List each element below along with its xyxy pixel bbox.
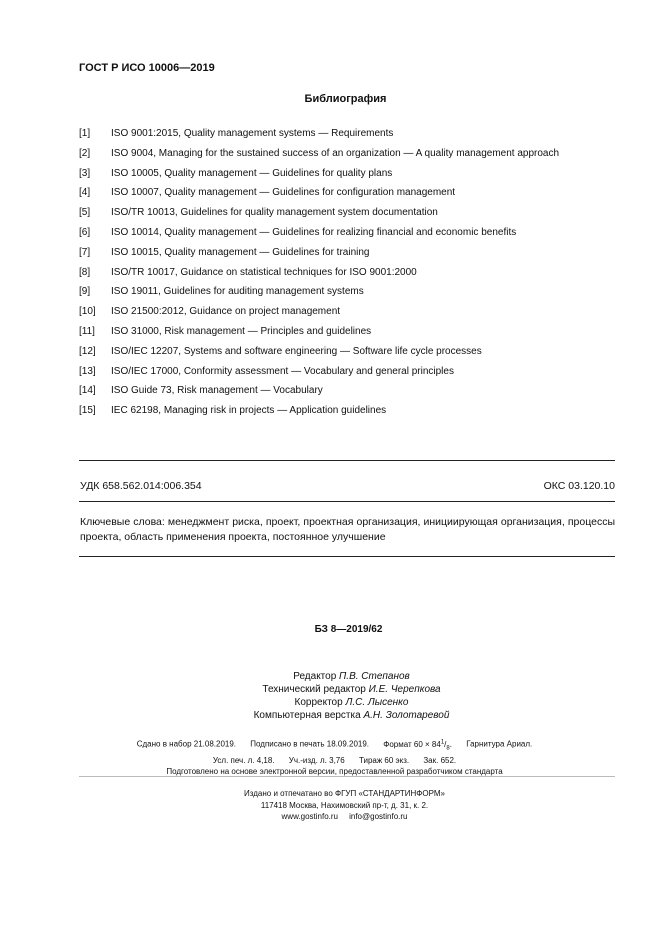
bibliography-item [79,286,639,306]
bibliography-item-number: [14] [79,385,96,397]
bibliography-item [79,128,639,148]
bibliography-item-text: ISO/IEC 17000, Conformity assessment — Vocabulary and general principles [111,365,454,377]
bibliography-item-number: [13] [79,365,96,377]
bibliography-item-number: [15] [79,405,96,417]
publishing-sheets: Уч.-изд. л. 3,76 [288,755,345,765]
divider-top [79,460,615,461]
divider-middle [79,501,615,502]
bibliography-item-number: [7] [79,246,91,258]
bibliography-item [79,405,639,425]
bibliography-item [79,346,639,366]
publisher-email[interactable]: info@gostinfo.ru [349,812,408,821]
bz-number: БЗ 8—2019/62 [314,624,383,635]
format-suffix: . [449,739,452,749]
bibliography-item-text: ISO 9004, Managing for the sustained success of an organization — A quality management approach [111,147,560,159]
editor-line [0,670,661,683]
bibliography-item [79,227,639,247]
bibliography-item-number: [1] [79,128,91,139]
udk-code: УДК 658.562.014:006.354 [80,480,202,492]
oks-code: ОКС 03.120.10 [543,480,615,492]
bibliography-item-number: [12] [79,345,96,357]
bibliography-item-number: [11] [79,325,95,337]
tech-editor-name: И.Е. Черепкова [368,684,441,695]
bibliography-item-number: [5] [79,207,91,219]
bibliography-item-text: ISO 31000, Risk management — Principles and guidelines [111,325,372,337]
bibliography-item-number: [8] [79,266,91,278]
bibliography-item [79,148,639,168]
corrector-label: Корректор [294,697,343,708]
bibliography-item-text: ISO 10015, Quality management — Guidelines for training [111,246,370,258]
layout-label: Компьютерная верстка [253,710,361,721]
divider-publisher [79,776,615,777]
bibliography-item-number: [3] [79,167,91,179]
print-line-2 [0,755,661,767]
font-info: Гарнитура Ариал. [466,739,533,749]
bibliography-item-text: ISO 19011, Guidelines for auditing management systems [111,286,364,298]
tech-editor-line [0,683,661,696]
bibliography-item-text: ISO/IEC 12207, Systems and software engineering — Software life cycle processes [111,345,482,357]
publisher-info [0,788,661,823]
format-info: Формат $60 \times 84^1/_8$. [383,739,452,752]
format-prefix: Формат 60 × 84 [383,739,441,749]
editor-name: П.В. Степанов [339,671,410,682]
publisher-line-2: 117418 Москва, Нахимовский пр-т, д. 31, к. 2. [260,800,429,810]
bibliography-item [79,207,639,227]
print-sheets: Усл. печ. л. 4,18. [212,755,275,765]
bibliography-item-text: ISO/TR 10013, Guidelines for quality management system documentation [111,207,438,219]
bibliography-item-text: IEC 62198, Managing risk in projects — Application guidelines [111,405,387,417]
publisher-line-3 [0,811,661,823]
corrector-line [0,696,661,709]
copies: Тираж 60 экз. [358,755,410,765]
publisher-site[interactable]: www.gostinfo.ru [281,812,338,821]
bibliography-title: Библиография [304,93,387,105]
submitted-date: Сдано в набор 21.08.2019. [136,739,237,749]
layout-name: А.Н. Золотаревой [363,710,450,721]
bibliography-item-text: ISO 21500:2012, Guidance on project management [111,306,341,318]
print-info [0,737,661,778]
prepared-note: Подготовлено на основе электронной версии, предоставленной разработчиком стандарта [166,767,503,777]
bibliography-list [79,128,639,425]
bibliography-item [79,187,639,207]
publisher-line-1: Издано и отпечатано во ФГУП «СТАНДАРТИНФОРМ» [244,789,445,798]
bibliography-item-number: [9] [79,286,91,298]
bibliography-item-text: ISO 9001:2015, Quality management systems — Requirements [111,128,394,139]
bibliography-item-text: ISO 10005, Quality management — Guidelines for quality plans [111,167,393,179]
bibliography-item [79,366,639,386]
bibliography-item [79,267,639,287]
bibliography-item-text: ISO Guide 73, Risk management — Vocabulary [111,385,323,397]
bibliography-item [79,168,639,188]
bibliography-item [79,306,639,326]
keywords-text: Ключевые слова: менеджмент риска, проект, проектная организация, инициирующая организация, процессы проекта, область применения проекта, постоянное улучшение [80,516,615,543]
document-code: ГОСТ Р ИСО 10006—2019 [79,62,215,74]
bibliography-item [79,326,639,346]
divider-bottom [79,556,615,557]
bibliography-item-number: [4] [79,187,91,199]
bibliography-item-text: ISO 10014, Quality management — Guidelines for realizing financial and economic benefits [111,226,517,238]
editor-label: Редактор [293,671,337,682]
bibliography-item [79,385,639,405]
bibliography-item-number: [6] [79,226,91,238]
bibliography-item-number: [10] [79,306,96,318]
bibliography-item [79,247,639,267]
corrector-name: Л.С. Лысенко [345,697,409,708]
layout-line [0,709,661,722]
bibliography-item-text: ISO 10007, Quality management — Guidelines for configuration management [111,187,456,199]
bibliography-item-text: ISO/TR 10017, Guidance on statistical techniques for ISO 9001:2000 [111,266,417,278]
staff-credits [0,670,661,722]
format-numerator: 1 [440,739,445,745]
format-denominator: 8 [446,745,450,752]
bibliography-item-number: [2] [79,147,91,159]
order-number: Зак. 652. [423,755,457,765]
signed-date: Подписано в печать 18.09.2019. [250,739,370,749]
tech-editor-label: Технический редактор [262,684,366,695]
print-line-1 [0,737,661,755]
